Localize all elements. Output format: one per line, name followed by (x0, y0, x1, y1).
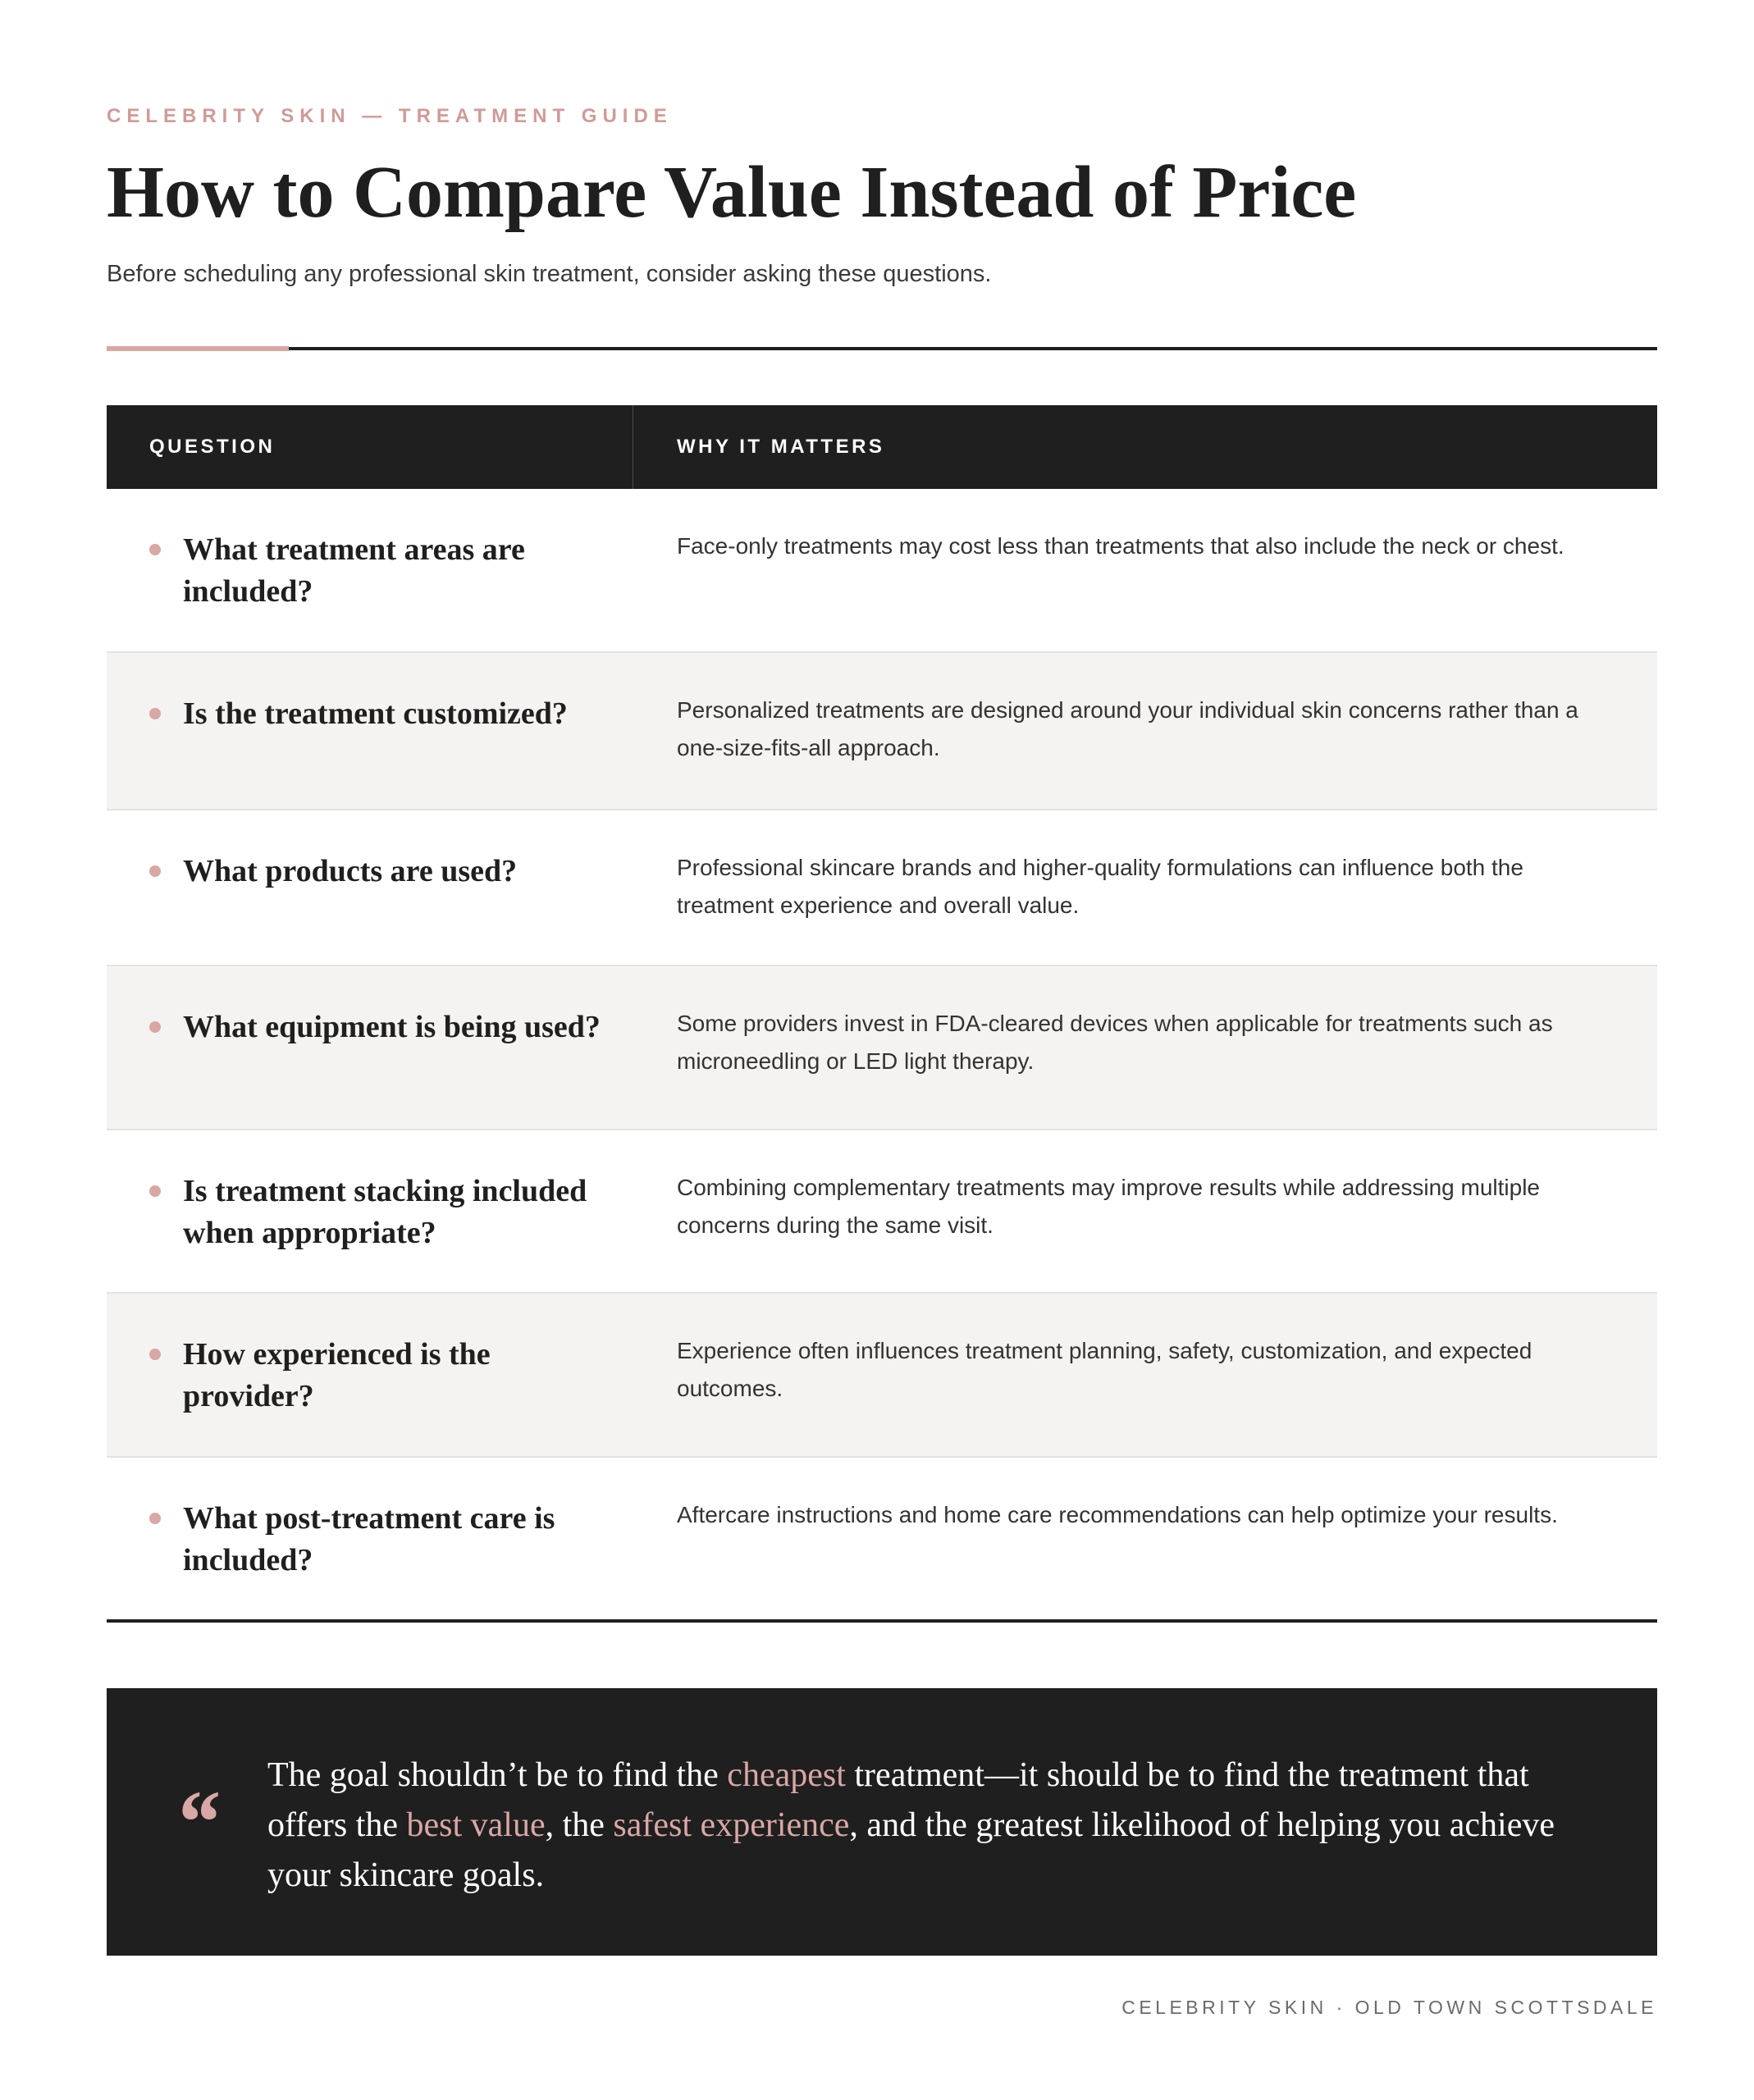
question-text: What products are used? (183, 854, 518, 888)
header-divider-accent (107, 346, 289, 351)
quote-highlight: cheapest (727, 1756, 846, 1794)
question-text: Is the treatment customized? (183, 696, 568, 731)
question-cell (107, 1458, 633, 1619)
quote-mark-icon: “ (174, 1772, 219, 1872)
bullet-icon (149, 544, 161, 555)
header-divider (107, 347, 1657, 350)
question-cell (107, 810, 633, 965)
question-cell (107, 653, 633, 809)
question-cell (107, 966, 633, 1129)
quote-text (267, 1751, 1613, 1901)
eyebrow-label: CELEBRITY SKIN — TREATMENT GUIDE (107, 105, 673, 127)
question-cell (107, 1130, 633, 1292)
bullet-icon (149, 708, 161, 719)
quote-part: , the (545, 1806, 614, 1844)
comparison-table (107, 405, 1657, 1623)
quote-callout (107, 1688, 1657, 1956)
question-text: What equipment is being used? (183, 1010, 601, 1044)
table-row (107, 1130, 1657, 1294)
why-cell (633, 1130, 1657, 1292)
why-text: Some providers invest in FDA-cleared devices when applicable for treatments such as microneedling or LED light therapy. (677, 1011, 1553, 1074)
table-row (107, 1458, 1657, 1623)
why-text: Personalized treatments are designed around your individual skin concerns rather than a one-size-fits-all approach. (677, 697, 1578, 760)
table-row (107, 653, 1657, 810)
page-subtitle: Before scheduling any professional skin treatment, consider asking these questions. (107, 261, 992, 287)
why-cell (633, 1294, 1657, 1456)
why-cell (633, 489, 1657, 651)
quote-part: , and the greatest likelihood of helping you achieve your skincare goals. (267, 1806, 1555, 1894)
question-text: How experienced is the provider? (183, 1337, 491, 1413)
table-row (107, 966, 1657, 1130)
question-text: What post-treatment care is included? (183, 1501, 555, 1577)
why-cell (633, 653, 1657, 809)
quote-part: The goal shouldn’t be to find the (267, 1756, 728, 1794)
bullet-icon (149, 1513, 161, 1524)
why-cell (633, 810, 1657, 965)
question-text: Is treatment stacking included when appropriate? (183, 1174, 587, 1250)
bullet-icon (149, 865, 161, 877)
bullet-icon (149, 1185, 161, 1197)
bullet-icon (149, 1021, 161, 1033)
why-cell (633, 1458, 1657, 1619)
quote-highlight: best value (406, 1806, 546, 1844)
why-text: Experience often influences treatment planning, safety, customization, and expected outcomes. (677, 1338, 1532, 1401)
column-header-why: WHY IT MATTERS (677, 436, 885, 458)
why-text: Professional skincare brands and higher-quality formulations can influence both the treatment experience and overall value. (677, 855, 1523, 918)
table-row (107, 1294, 1657, 1458)
why-text: Face-only treatments may cost less than treatments that also include the neck or chest. (677, 533, 1564, 559)
table-row (107, 489, 1657, 653)
question-cell (107, 489, 633, 651)
why-cell (633, 966, 1657, 1129)
question-cell (107, 1294, 633, 1456)
question-text: What treatment areas are included? (183, 532, 525, 609)
footer-text: CELEBRITY SKIN · OLD TOWN SCOTTSDALE (1121, 1997, 1657, 2018)
why-text: Combining complementary treatments may improve results while addressing multiple concerns during the same visit. (677, 1175, 1540, 1238)
bullet-icon (149, 1349, 161, 1360)
quote-highlight: safest experience (613, 1806, 850, 1844)
column-header-question: QUESTION (107, 405, 633, 489)
why-text: Aftercare instructions and home care recommendations can help optimize your results. (677, 1502, 1558, 1527)
table-row (107, 810, 1657, 966)
page-title: How to Compare Value Instead of Price (107, 152, 1357, 233)
quote-part: treatment—it should be to find the treatment that offers the (267, 1756, 1529, 1844)
table-header (107, 405, 1657, 489)
